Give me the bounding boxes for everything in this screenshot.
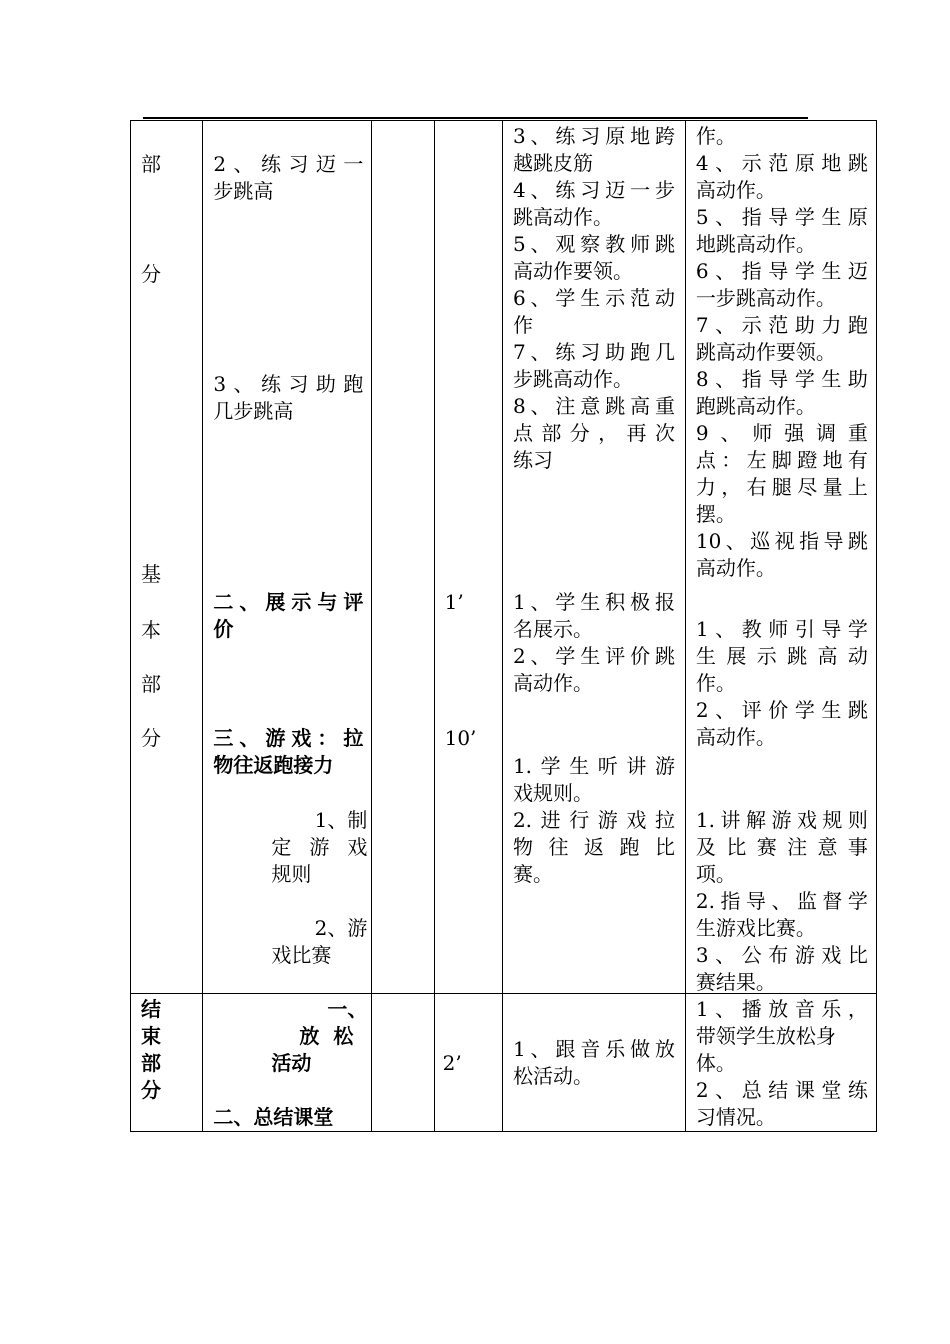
student-activity-cell	[502, 121, 685, 994]
item-game-match: 2、游 戏比赛	[271, 916, 368, 967]
teacher-game-activities: 1.讲解游戏规则 及比赛注意事 项。 2.指导、监督学 生游戏比赛。 3、公布游戏比 赛结果。	[695, 808, 868, 994]
end-section-row	[131, 994, 877, 1132]
student-show-activities: 1、学生积极报 名展示。 2、学生评价跳 高动作。	[512, 590, 675, 695]
section-label-cell	[131, 994, 203, 1132]
time-value: 10’	[444, 726, 477, 750]
student-end-activities: 1、跟音乐做放 松活动。	[512, 1037, 675, 1088]
item-game-rules: 1、制 定游戏 规则	[271, 808, 368, 886]
teacher-activity-cell	[685, 994, 876, 1132]
section-char: 分	[141, 262, 161, 286]
lesson-plan-table	[130, 120, 877, 1132]
item-summary: 二、总结课堂	[213, 1105, 334, 1129]
top-rule	[143, 117, 808, 119]
end-section-label: 结 束 部 分	[141, 997, 161, 1102]
section-label-cell	[131, 121, 203, 994]
section-char: 分	[141, 726, 161, 750]
section-char: 部	[141, 152, 161, 176]
empty-cell	[372, 121, 434, 994]
section-char: 基	[141, 562, 161, 586]
teacher-end-activities: 1、播放音乐， 带领学生放松身 体。 2、总结课堂练 习情况。	[695, 997, 868, 1129]
content-cell	[203, 121, 372, 994]
section-char: 本	[141, 618, 161, 642]
main-section-row	[131, 121, 877, 994]
item-game-relay: 三、游戏：拉 物往返跑接力	[213, 726, 364, 777]
item-show-evaluate: 二、展示与评 价	[213, 590, 364, 641]
teacher-activity-cell	[685, 121, 876, 994]
item-practice-step-jump: 2、练习迈一 步跳高	[213, 152, 364, 203]
teacher-show-activities: 1、教师引导学 生展示跳高动 作。 2、评价学生跳 高动作。	[695, 617, 868, 749]
content-cell	[203, 994, 372, 1132]
empty-cell	[372, 994, 434, 1132]
section-char: 部	[141, 672, 161, 696]
time-value: 1’	[444, 590, 464, 614]
student-main-activities: 3、练习原地跨 越跳皮筋 4、练习迈一步 跳高动作。 5、观察教师跳 高动作要领。 6、学生示范动 作 7、练习助跑几 步跳高动作。 8、注意跳高重 点部分，再次 练习	[512, 124, 675, 472]
student-game-activities: 1.学生听讲游 戏规则。 2.进行游戏拉 物往返跑比 赛。	[512, 754, 675, 886]
time-cell	[434, 994, 502, 1132]
item-practice-run-jump: 3、练习助跑 几步跳高	[213, 372, 364, 423]
student-activity-cell	[502, 994, 685, 1132]
teacher-main-activities: 作。 4、示范原地跳 高动作。 5、指导学生原 地跳高动作。 6、指导学生迈 一步跳高动作。 7、示范助力跑 跳高动作要领。 8、指导学生助 跑跳高动作。 9、师强调重 点：左脚蹬地有 力，右腿尽量上 摆。 10、巡视指导跳 高动作。	[695, 124, 868, 580]
item-relax-activity: 一、 放松 活动	[271, 997, 368, 1075]
time-value: 2’	[442, 1051, 462, 1075]
time-cell	[434, 121, 502, 994]
